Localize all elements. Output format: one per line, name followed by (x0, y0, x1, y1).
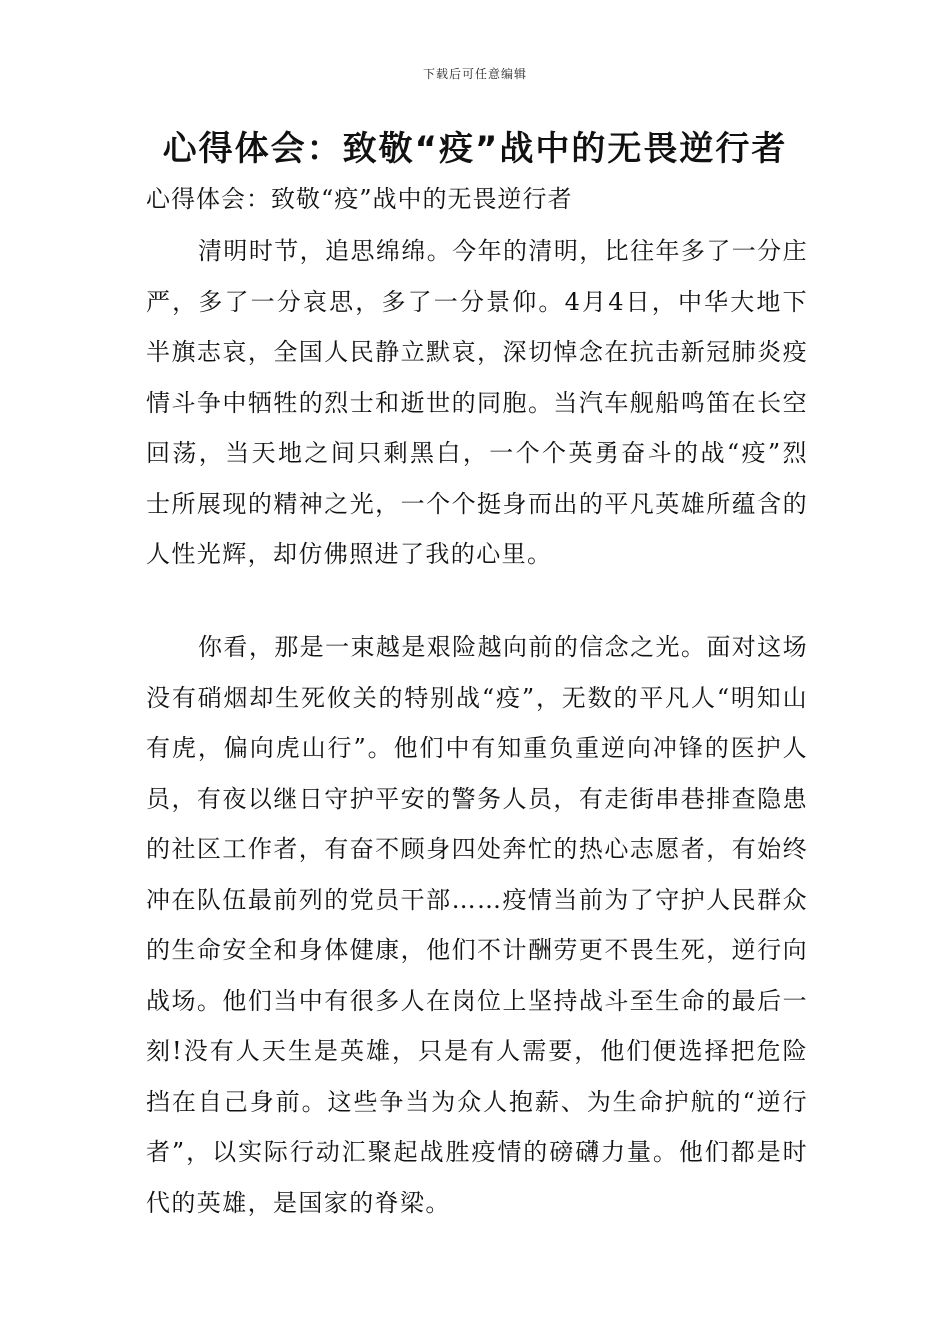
document-subtitle: 心得体会：致敬“疫”战中的无畏逆行者 (146, 185, 573, 213)
paragraph-1: 清明时节，追思绵绵。今年的清明，比往年多了一分庄严，多了一分哀思，多了一分景仰。4月4日，中华大地下半旗志哀，全国人民静立默哀，深切悼念在抗击新冠肺炎疫情斗争中牺牲的烈士和逝世的同胞。当汽车舰船鸣笛在长空回荡，当天地之间只剩黑白，一个个英勇奋斗的战“疫”烈士所展现的精神之光，一个个挺身而出的平凡英雄所蕴含的人性光辉，却仿佛照进了我的心里。 (146, 237, 808, 568)
header-note: 下载后可任意编辑 (422, 67, 527, 81)
document-title: 心得体会：致敬“疫”战中的无畏逆行者 (162, 129, 788, 169)
paragraph-2: 你看，那是一束越是艰险越向前的信念之光。面对这场没有硝烟却生死攸关的特别战“疫”，无数的平凡人“明知山有虎，偏向虎山行”。他们中有知重负重逆向冲锋的医护人员，有夜以继日守护平安的警务人员，有走街串巷排查隐患的社区工作者，有奋不顾身四处奔忙的热心志愿者，有始终冲在队伍最前列的党员干部……疫情当前为了守护人民群众的生命安全和身体健康，他们不计酬劳更不畏生死，逆行向战场。他们当中有很多人在岗位上坚持战斗至生命的最后一刻!没有人天生是英雄，只是有人需要，他们便选择把危险挡在自己身前。这些争当为众人抱薪、为生命护航的“逆行者”，以实际行动汇聚起战胜疫情的磅礴力量。他们都是时代的英雄，是国家的脊梁。 (146, 633, 808, 1217)
